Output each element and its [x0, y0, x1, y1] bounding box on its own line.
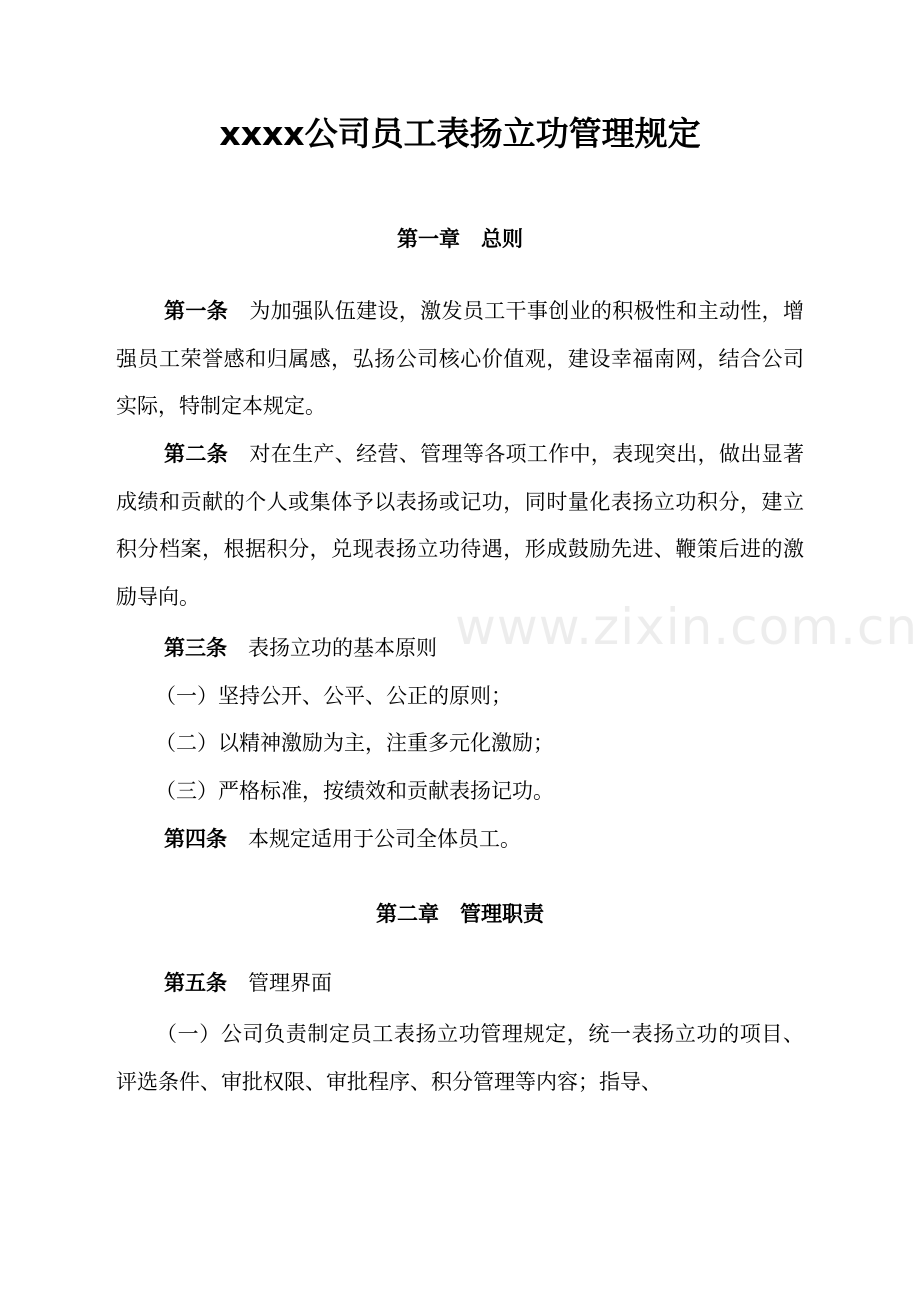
article-4-label: 第四条	[164, 827, 227, 851]
article-3-item-3: （三）严格标准，按绩效和贡献表扬记功。	[155, 779, 554, 803]
article-3-label: 第三条	[164, 636, 227, 660]
article-5-label: 第五条	[164, 971, 227, 995]
article-1	[116, 288, 804, 431]
article-5-item-1: （一）公司负责制定员工表扬立功管理规定，统一表扬立功的项目、评选条件、审批权限、审批程序、积分管理等内容；指导、	[116, 1022, 804, 1094]
article-4-text: 本规定适用于公司全体员工。	[248, 827, 521, 851]
chapter-1-heading: 第一章 总则	[397, 227, 523, 251]
article-3-item-2: （二）以精神激励为主，注重多元化激励；	[155, 731, 554, 755]
article-4	[164, 824, 521, 854]
article-5	[164, 968, 332, 998]
article-5-text: 管理界面	[248, 971, 332, 995]
article-3-text: 表扬立功的基本原则	[248, 636, 437, 660]
article-2-text: 对在生产、经营、管理等各项工作中，表现突出，做出显著成绩和贡献的个人或集体予以表扬或记功，同时量化表扬立功积分，建立积分档案，根据积分，兑现表扬立功待遇，形成鼓励先进、鞭策后进的激励导向。	[116, 442, 805, 609]
article-3-item-1: （一）坚持公开、公平、公正的原则；	[155, 684, 512, 708]
article-1-text: 为加强队伍建设，激发员工干事创业的积极性和主动性，增强员工荣誉感和归属感，弘扬公司核心价值观，建设幸福南网，结合公司实际，特制定本规定。	[116, 299, 805, 418]
article-2-label: 第二条	[164, 442, 229, 466]
article-2	[116, 431, 804, 621]
article-1-label: 第一条	[164, 299, 229, 323]
watermark: www.zixin.com.cn	[455, 598, 919, 656]
chapter-2-heading: 第二章 管理职责	[376, 902, 544, 926]
article-3	[164, 633, 437, 663]
document-title: xxxx公司员工表扬立功管理规定	[219, 114, 701, 153]
